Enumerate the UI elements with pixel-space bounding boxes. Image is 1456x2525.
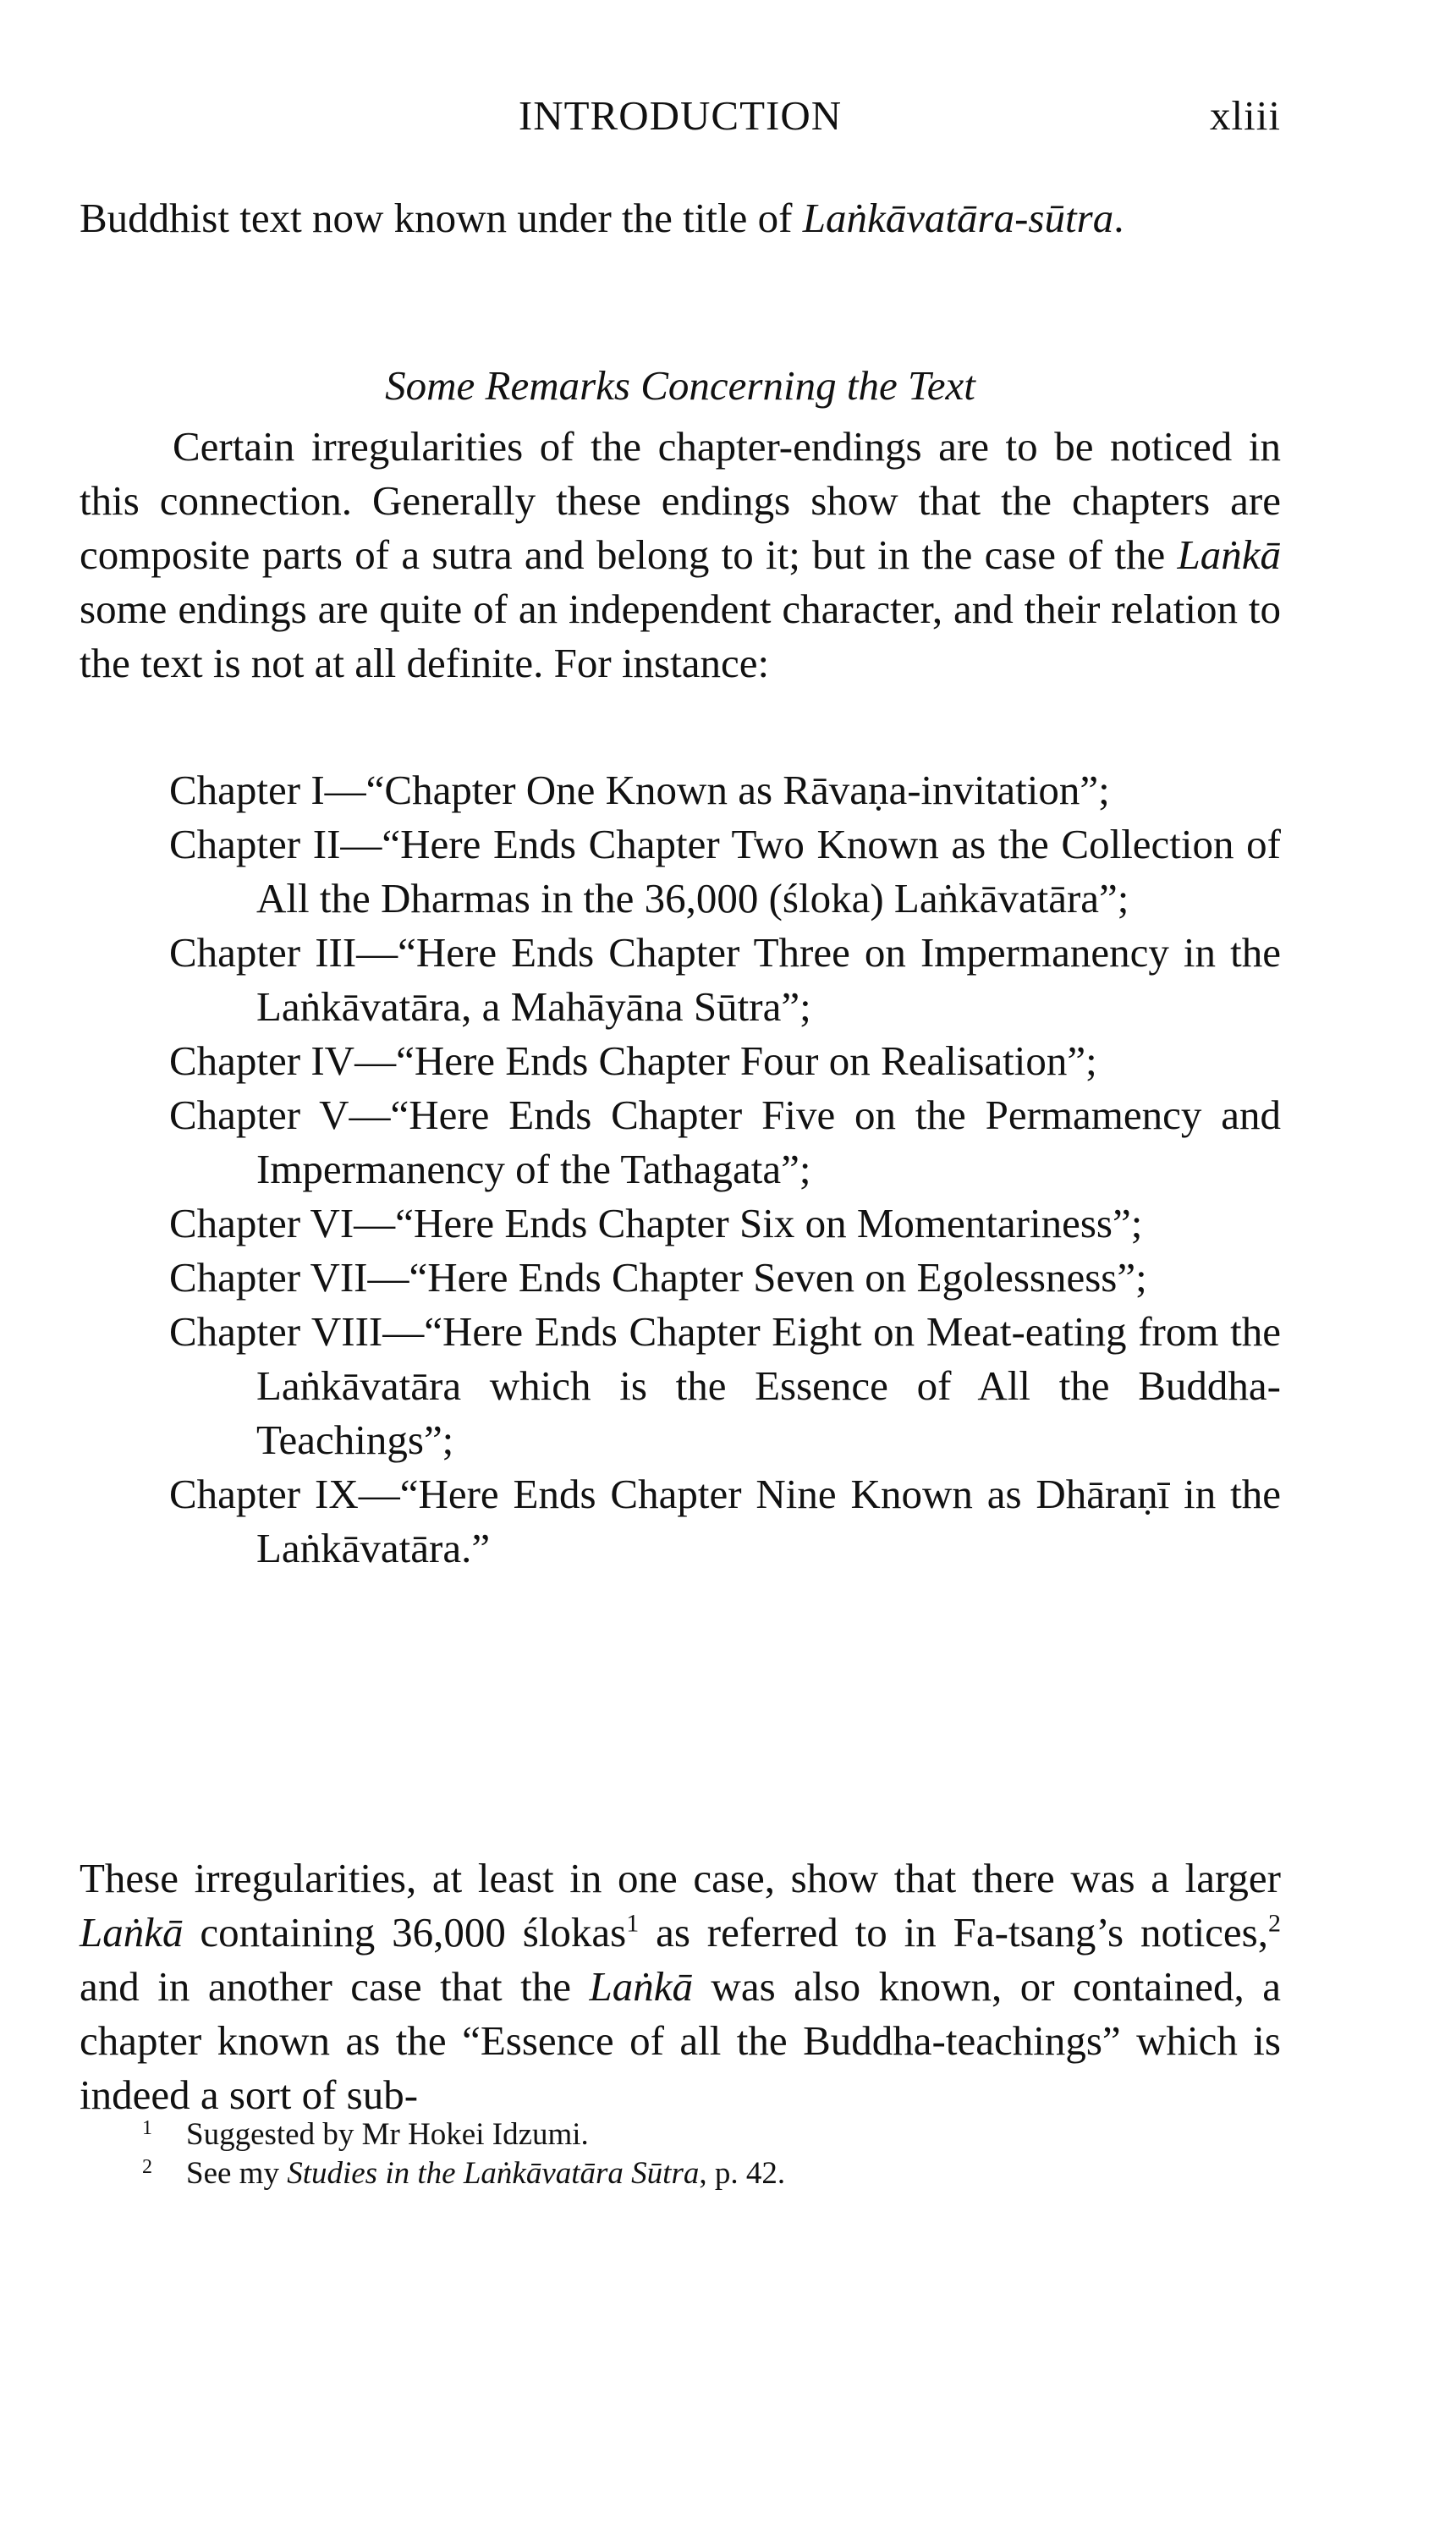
chapter-ending-item: Chapter III—“Here Ends Chapter Three on Impermanency in the Laṅkāvatāra, a Mahāyāna Sūtra”;: [169, 929, 1281, 1030]
footnote-2: [127, 2154, 1142, 2193]
closing-text-part: as referred to in Fa-tsang’s notices,: [639, 1909, 1268, 1956]
lanka-italic: Laṅkā: [1177, 531, 1281, 578]
studies-title-italic: Studies in the Laṅkāvatāra Sūtra: [287, 2156, 700, 2191]
running-title: INTRODUCTION: [518, 92, 843, 139]
closing-text: [80, 1851, 1281, 2122]
chapter-ending-item: Chapter IV—“Here Ends Chapter Four on Realisation”;: [169, 1037, 1097, 1084]
chapter-ending-item: Chapter VII—“Here Ends Chapter Seven on Egolessness”;: [169, 1254, 1147, 1301]
chapter-ending-item: Chapter VIII—“Here Ends Chapter Eight on Meat-eating from the Laṅkāvatāra which is the Essence of All the Buddha-Teachings”;: [169, 1308, 1281, 1463]
footnote-1: [127, 2115, 1142, 2154]
closing-text-part: containing 36,000 ślokas: [183, 1909, 627, 1956]
opening-text-part: .: [1113, 195, 1124, 241]
footnote-text: [186, 2156, 785, 2191]
intro-paragraph: [80, 420, 1281, 690]
footnote-text-part: , p. 42.: [699, 2156, 786, 2191]
chapter-ending-item: Chapter I—“Chapter One Known as Rāvaṇa-invitation”;: [169, 767, 1110, 813]
footnote-ref-1[interactable]: 1: [626, 1909, 640, 1938]
intro-text-part: some endings are quite of an independent character, and their relation to the text is not at all definite. For instance:: [80, 586, 1281, 686]
footnote-text: Suggested by Mr Hokei Idzumi.: [186, 2117, 589, 2152]
footnote-ref-2[interactable]: 2: [1268, 1909, 1281, 1938]
opening-text-part: Buddhist text now known under the title of: [80, 195, 803, 241]
running-head: [80, 91, 1281, 142]
footnote-mark: 1: [142, 2117, 152, 2139]
closing-paragraph: [80, 1851, 1281, 2122]
sutra-title-italic: Laṅkāvatāra-sūtra: [802, 195, 1114, 241]
lanka-italic: Laṅkā: [80, 1909, 184, 1956]
closing-text-part: and in another case that the: [80, 1963, 590, 2010]
intro-text-part: Certain irregularities of the chapter-endings are to be noticed in this connection. Generally these endings show that the chapters are composite parts of a sutra and belong to it; but in the case of the: [80, 423, 1281, 578]
section-heading-block: [80, 359, 1281, 413]
chapter-ending-item: Chapter V—“Here Ends Chapter Five on the Permamency and Impermanency of the Tathagata”;: [169, 1092, 1281, 1192]
lanka-italic: Laṅkā: [589, 1963, 693, 2010]
chapter-ending-item: Chapter II—“Here Ends Chapter Two Known as the Collection of All the Dharmas in the 36,000 (śloka) Laṅkāvatāra”;: [169, 821, 1281, 921]
intro-text: [80, 420, 1281, 690]
closing-text-part: was also known, or contained, a chapter known as the “Essence of all the Buddha-teachings” which is indeed a sort of sub-: [80, 1963, 1281, 2118]
closing-text-part: These irregularities, at least in one case, show that there was a larger: [80, 1855, 1281, 1901]
footnotes: [127, 2115, 1142, 2193]
opening-text: [80, 191, 1281, 245]
chapter-ending-item: Chapter IX—“Here Ends Chapter Nine Known as Dhāraṇī in the Laṅkāvatāra.”: [169, 1471, 1281, 1571]
page-number: xliii: [1210, 92, 1281, 139]
chapter-endings-list: [169, 763, 1281, 1576]
opening-paragraph: [80, 191, 1281, 245]
footnote-mark: 2: [142, 2156, 152, 2178]
section-title: Some Remarks Concerning the Text: [385, 362, 975, 409]
chapter-ending-item: Chapter VI—“Here Ends Chapter Six on Momentariness”;: [169, 1200, 1143, 1246]
footnote-text-part: See my: [186, 2156, 288, 2191]
